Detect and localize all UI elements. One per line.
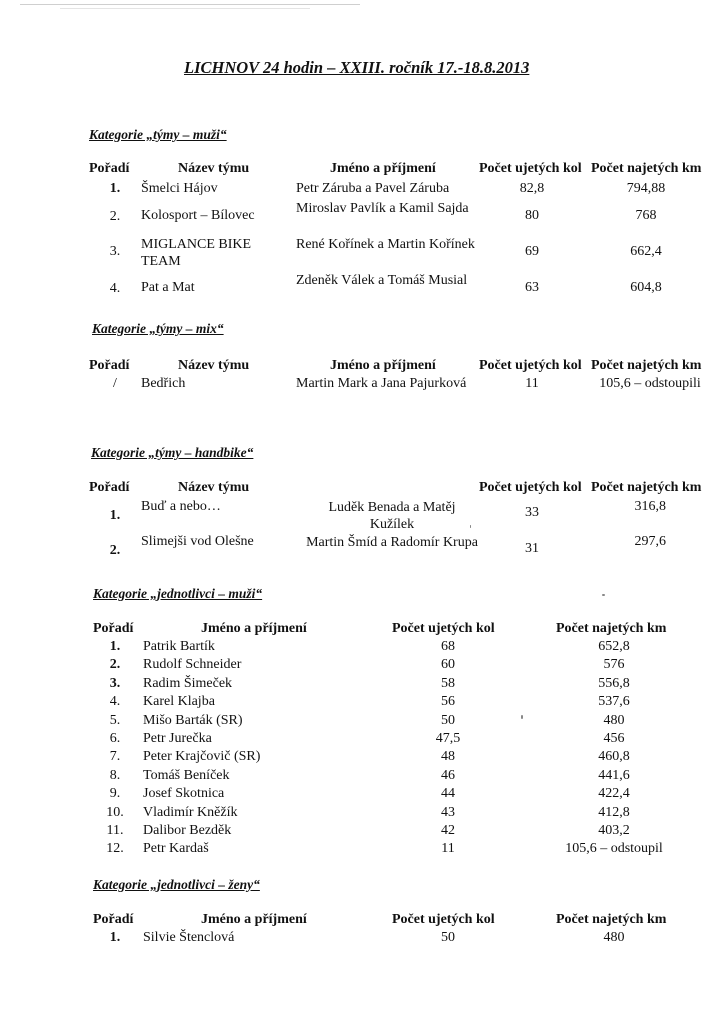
laps-count: 80	[525, 208, 539, 223]
scan-edge-line	[60, 8, 310, 9]
team-name: Bedřich	[141, 376, 186, 391]
result-rank: 1.	[109, 930, 121, 945]
result-rank: 12.	[106, 841, 124, 856]
laps-count: 44	[441, 786, 455, 801]
column-header-laps: Počet ujetých kol	[479, 480, 582, 495]
column-header-laps: Počet ujetých kol	[479, 161, 582, 176]
result-rank: 6.	[109, 731, 121, 746]
team-name: Šmelci Hájov	[141, 181, 218, 196]
column-header-team: Název týmu	[178, 358, 250, 373]
km-distance: 403,2	[598, 823, 630, 838]
result-rank: 3.	[109, 244, 121, 259]
competitor-name: Radim Šimeček	[143, 676, 233, 691]
member-names: René Kořínek a Martin Kořínek	[296, 237, 475, 252]
column-header-name: Jméno a příjmení	[330, 161, 436, 176]
category-heading: Kategorie „týmy – muži“	[89, 127, 227, 142]
team-name: Pat a Mat	[141, 280, 195, 295]
column-header-laps: Počet ujetých kol	[392, 912, 495, 927]
result-rank: 2.	[109, 209, 121, 224]
km-distance: 456	[603, 731, 625, 746]
member-names: Martin Šmíd a Radomír Krupa	[306, 535, 478, 550]
result-rank: 2.	[109, 543, 121, 558]
laps-count: 50	[441, 713, 455, 728]
km-distance: 537,6	[598, 694, 630, 709]
column-header-name: Jméno a příjmení	[201, 912, 307, 927]
result-rank: 2.	[109, 657, 121, 672]
category-heading: Kategorie „týmy – mix“	[92, 321, 224, 336]
km-distance: 652,8	[598, 639, 630, 654]
km-distance: 422,4	[598, 786, 630, 801]
category-heading: Kategorie „jednotlivci – ženy“	[93, 877, 260, 892]
category-heading: Kategorie „jednotlivci – muži“	[93, 586, 263, 601]
competitor-name: Rudolf Schneider	[143, 657, 242, 672]
result-rank: 1.	[109, 508, 121, 523]
column-header-rank: Pořadí	[93, 912, 134, 927]
member-names: Martin Mark a Jana Pajurková	[296, 376, 467, 391]
column-header-km: Počet najetých km	[591, 480, 702, 495]
result-rank: 8.	[109, 768, 121, 783]
column-header-name: Jméno a příjmení	[201, 621, 307, 636]
laps-count: 33	[525, 505, 539, 520]
scan-edge-line	[20, 4, 360, 5]
result-rank: 3.	[109, 676, 121, 691]
result-rank: 5.	[109, 713, 121, 728]
result-rank: 4.	[109, 694, 121, 709]
laps-count: 63	[525, 280, 539, 295]
km-distance: 316,8	[634, 499, 666, 514]
category-heading: Kategorie „týmy – handbike“	[91, 445, 254, 460]
laps-count: 82,8	[519, 181, 545, 196]
result-rank: 1.	[109, 181, 121, 196]
laps-count: 50	[441, 930, 455, 945]
competitor-name: Peter Krajčovič (SR)	[143, 749, 261, 764]
member-names: Miroslav Pavlík a Kamil Sajda	[296, 201, 469, 216]
scan-speck	[602, 594, 605, 596]
member-names: Petr Záruba a Pavel Záruba	[296, 181, 450, 196]
laps-count: 68	[441, 639, 455, 654]
competitor-name: Dalibor Bezděk	[143, 823, 232, 838]
competitor-name: Karel Klajba	[143, 694, 215, 709]
competitor-name: Mišo Barták (SR)	[143, 713, 243, 728]
result-rank: 7.	[109, 749, 121, 764]
km-distance: 412,8	[598, 805, 630, 820]
competitor-name: Josef Skotnica	[143, 786, 225, 801]
laps-count: 56	[441, 694, 455, 709]
km-distance: 604,8	[630, 280, 662, 295]
laps-count: 58	[441, 676, 455, 691]
km-distance: 460,8	[598, 749, 630, 764]
laps-count: 43	[441, 805, 455, 820]
result-rank: 9.	[109, 786, 121, 801]
column-header-km: Počet najetých km	[591, 358, 702, 373]
result-rank: 1.	[109, 639, 121, 654]
km-distance: 576	[603, 657, 625, 672]
column-header-rank: Pořadí	[89, 480, 130, 495]
km-distance: 480	[603, 713, 625, 728]
member-names: Luděk Benada a Matěj Kužílek	[328, 500, 456, 532]
km-distance: 105,6 – odstoupili	[599, 376, 701, 391]
km-distance: 768	[635, 208, 657, 223]
competitor-name: Petr Jurečka	[143, 731, 212, 746]
team-name: MIGLANCE BIKE TEAM	[141, 237, 252, 269]
laps-count: 31	[525, 541, 539, 556]
km-distance: 662,4	[630, 244, 662, 259]
column-header-team: Název týmu	[178, 161, 250, 176]
competitor-name: Silvie Štenclová	[143, 930, 235, 945]
laps-count: 42	[441, 823, 455, 838]
km-distance: 441,6	[598, 768, 630, 783]
competitor-name: Tomáš Beníček	[143, 768, 230, 783]
result-rank: 11.	[106, 823, 124, 838]
laps-count: 11	[441, 841, 455, 856]
laps-count: 47,5	[435, 731, 461, 746]
member-names: Zdeněk Válek a Tomáš Musial	[296, 273, 468, 288]
column-header-km: Počet najetých km	[591, 161, 702, 176]
laps-count: 46	[441, 768, 455, 783]
competitor-name: Vladimír Kněžík	[143, 805, 238, 820]
team-name: Slimejši vod Olešne	[141, 534, 254, 549]
competitor-name: Patrik Bartík	[143, 639, 215, 654]
laps-count: 60	[441, 657, 455, 672]
laps-count: 69	[525, 244, 539, 259]
result-rank: /	[113, 376, 117, 391]
result-rank: 10.	[106, 805, 124, 820]
km-distance: 105,6 – odstoupil	[565, 841, 663, 856]
result-rank: 4.	[109, 281, 121, 296]
column-header-km: Počet najetých km	[556, 912, 667, 927]
column-header-rank: Pořadí	[89, 358, 130, 373]
column-header-rank: Pořadí	[89, 161, 130, 176]
column-header-km: Počet najetých km	[556, 621, 667, 636]
laps-count: 11	[525, 376, 539, 391]
column-header-team: Název týmu	[178, 480, 250, 495]
km-distance: 480	[603, 930, 625, 945]
column-header-rank: Pořadí	[93, 621, 134, 636]
column-header-name: Jméno a příjmení	[330, 358, 436, 373]
km-distance: 297,6	[634, 534, 666, 549]
km-distance: 556,8	[598, 676, 630, 691]
km-distance: 794,88	[626, 181, 666, 196]
page-title: LICHNOV 24 hodin – XXIII. ročník 17.-18.8.2013	[184, 58, 530, 77]
team-name: Buď a nebo…	[141, 499, 221, 514]
laps-count: 48	[441, 749, 455, 764]
scan-speck	[470, 525, 471, 528]
column-header-laps: Počet ujetých kol	[479, 358, 582, 373]
team-name: Kolosport – Bílovec	[141, 208, 255, 223]
column-header-laps: Počet ujetých kol	[392, 621, 495, 636]
competitor-name: Petr Kardaš	[143, 841, 209, 856]
scan-speck	[521, 715, 523, 719]
